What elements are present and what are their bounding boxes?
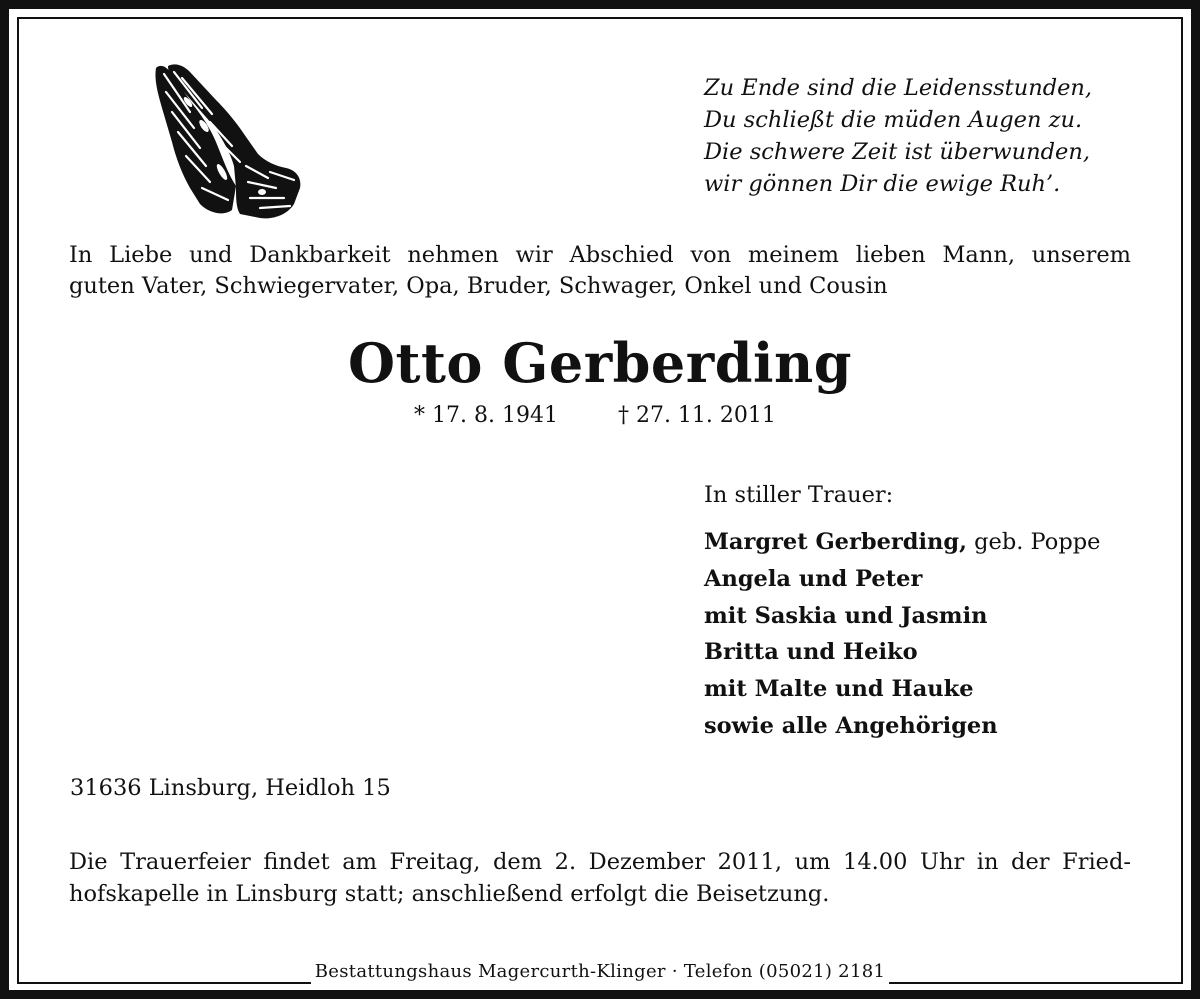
footer — [0, 960, 1200, 984]
poem-line: Du schließt die müden Augen zu. — [704, 107, 1083, 133]
praying-hands-icon — [150, 62, 302, 222]
intro-line-1: In Liebe und Dankbarkeit nehmen wir Abschied von meinem lieben Mann, unserem — [69, 242, 1131, 268]
mourner-line: Angela und Peter — [704, 565, 923, 592]
widow-name: Margret Gerberding, — [704, 529, 967, 555]
death-date: † 27. 11. 2011 — [617, 403, 776, 428]
mourners-list — [704, 524, 1100, 745]
mourner-line: Britta und Heiko — [704, 639, 918, 666]
ceremony-line-1: Die Trauerfeier findet am Freitag, dem 2. Dezember 2011, um 14.00 Uhr in der Fried- — [69, 849, 1131, 875]
ceremony-notice — [69, 846, 1131, 910]
mourner-widow — [704, 524, 1100, 561]
funeral-home-contact: Bestattungshaus Magercurth-Klinger · Telefon (05021) 2181 — [311, 960, 889, 984]
mourner-line: mit Saskia und Jasmin — [704, 602, 988, 629]
poem-line: wir gönnen Dir die ewige Ruh’. — [704, 171, 1061, 197]
life-dates — [414, 400, 776, 432]
widow-maiden-name: geb. Poppe — [966, 529, 1101, 555]
ceremony-line-2: hofskapelle in Linsburg statt; anschließend erfolgt die Beisetzung. — [69, 881, 830, 907]
mourners-heading: In stiller Trauer: — [704, 482, 894, 508]
deceased-name: Otto Gerberding — [347, 331, 853, 395]
address: 31636 Linsburg, Heidloh 15 — [70, 775, 391, 801]
poem — [704, 72, 1164, 200]
birth-date: * 17. 8. 1941 — [414, 403, 558, 428]
intro-text — [69, 240, 1131, 302]
poem-line: Zu Ende sind die Leidensstunden, — [704, 75, 1093, 101]
mourner-line: mit Malte und Hauke — [704, 676, 974, 703]
intro-line-2: guten Vater, Schwiegervater, Opa, Bruder, Schwager, Onkel und Cousin — [69, 273, 888, 299]
mourner-line: sowie alle Angehörigen — [704, 712, 998, 739]
poem-line: Die schwere Zeit ist überwunden, — [704, 139, 1090, 165]
